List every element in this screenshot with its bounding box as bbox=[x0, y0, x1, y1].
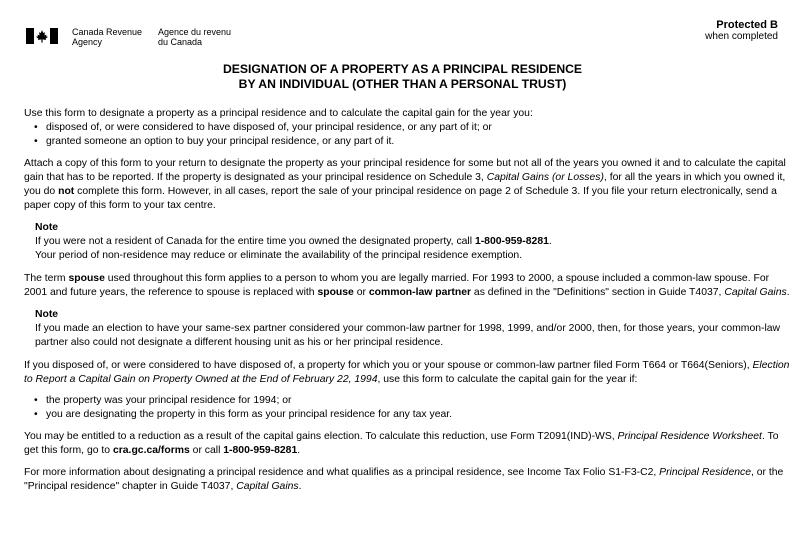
agency-fr-line1: Agence du revenu bbox=[158, 27, 232, 37]
t664-paragraph bbox=[24, 359, 790, 387]
guide-title: Capital Gains bbox=[236, 481, 299, 492]
agency-en-line1: Canada Revenue bbox=[72, 27, 143, 37]
attach-text: Attach a copy of this form to your return to designate the property as your principal residence for some but not all of the years you owned it and to calculate the capital gain that has to be reported. If the property is designated as your principal residence on Schedule 3, bbox=[24, 158, 786, 183]
attach-text: , for all the years in which you owned it, you do bbox=[24, 172, 786, 197]
schedule3-title: Capital Gains (or Losses) bbox=[486, 172, 604, 183]
protected-title: Protected B bbox=[716, 19, 778, 31]
folio-title: Principal Residence bbox=[659, 467, 751, 478]
emphasis-not: not bbox=[58, 186, 75, 197]
reduction-text: You may be entitled to a reduction as a result of the capital gains election. To calculate this reduction, use Form T2091(IND)-WS, bbox=[24, 431, 618, 442]
note-text: . bbox=[548, 236, 552, 247]
agency-name-english bbox=[72, 27, 162, 47]
more-info-text: . bbox=[298, 481, 302, 492]
intro-bullet: • disposed of, or were considered to have disposed of, your principal residence, or any part of it; or bbox=[24, 121, 790, 135]
note-line bbox=[35, 235, 790, 249]
forms-link[interactable]: cra.gc.ca/forms bbox=[112, 445, 190, 456]
term-spouse: spouse bbox=[317, 287, 354, 298]
spouse-paragraph bbox=[24, 272, 790, 300]
form-instructions bbox=[24, 107, 790, 494]
intro-paragraph bbox=[24, 107, 790, 121]
reduction-paragraph bbox=[24, 430, 790, 458]
more-info-text: For more information about designating a principal residence and what qualifies as a principal residence, see Income Tax Folio S1-F3-C2, bbox=[24, 467, 660, 478]
canada-flag-icon bbox=[26, 28, 58, 44]
election-form-title: Election to Report a Capital Gain on Property Owned at the End of February 22, 1994 bbox=[24, 360, 790, 385]
form-header bbox=[26, 20, 782, 60]
spouse-text: or bbox=[353, 287, 369, 298]
spouse-text: as defined in the "Definitions" section in Guide T4037, bbox=[471, 287, 725, 298]
spouse-text: . bbox=[786, 287, 790, 298]
intro-text: Use this form to designate a property as a principal residence and to calculate the capital gain for the year you: bbox=[24, 108, 533, 119]
term-spouse: spouse bbox=[68, 273, 105, 284]
protected-subtitle: when completed bbox=[705, 31, 778, 42]
intro-bullet: • granted someone an option to buy your principal residence, or any part of it. bbox=[24, 135, 790, 149]
protected-status bbox=[705, 19, 778, 42]
t664-text: If you disposed of, or were considered to have disposed of, a property for which you or your spouse or common-law partner filed Form T664 or T664(Seniors), bbox=[24, 360, 753, 371]
t664-bullet: • you are designating the property in this form as your principal residence for any tax year. bbox=[24, 408, 790, 422]
reduction-text: or call bbox=[189, 445, 224, 456]
note-text: If you made an election to have your same-sex partner considered your common-law partner for 1998, 1999, and/or 2000, then, for those years, your common-law partner also could not designate a different housing unit as his or her principal residence. bbox=[35, 323, 781, 348]
note-title: Note bbox=[35, 222, 59, 233]
t664-bullet: • the property was your principal residence for 1994; or bbox=[24, 394, 790, 408]
note-non-resident bbox=[24, 221, 790, 263]
form-title-line1: DESIGNATION OF A PROPERTY AS A PRINCIPAL RESIDENCE bbox=[222, 62, 583, 76]
attach-text: complete this form. However, in all cases, report the sale of your principal residence on page 2 of Schedule 3. If you file your return electronically, send a paper copy of this form to your tax centre. bbox=[24, 186, 777, 211]
agency-name-french bbox=[158, 27, 258, 47]
more-info-paragraph bbox=[24, 466, 790, 494]
worksheet-title: Principal Residence Worksheet bbox=[617, 431, 762, 442]
guide-title: Capital Gains bbox=[724, 287, 787, 298]
form-title-line2: BY AN INDIVIDUAL (OTHER THAN A PERSONAL TRUST) bbox=[238, 77, 567, 91]
t664-text: , use this form to calculate the capital gain for the year if: bbox=[377, 374, 638, 385]
term-common-law-partner: common-law partner bbox=[368, 287, 472, 298]
agency-en-line2: Agency bbox=[72, 37, 103, 47]
more-info-text: , or the "Principal residence" chapter in Guide T4037, bbox=[24, 467, 784, 492]
spouse-text: The term bbox=[24, 273, 69, 284]
phone-number: 1-800-959-8281 bbox=[223, 445, 298, 456]
note-title: Note bbox=[35, 309, 59, 320]
t664-bullet-list bbox=[24, 394, 790, 422]
form-title bbox=[0, 62, 805, 92]
attach-paragraph bbox=[24, 157, 790, 213]
spouse-text: used throughout this form applies to a person to whom you are legally married. For 1993 to 2000, a spouse included a common-law spouse. For 2001 and future years, the reference to spouse is replaced with bbox=[24, 273, 770, 298]
reduction-text: . bbox=[297, 445, 301, 456]
note-text: If you were not a resident of Canada for the entire time you owned the designated property, call bbox=[35, 236, 475, 247]
intro-bullet-list bbox=[24, 121, 790, 149]
agency-fr-line2: du Canada bbox=[158, 37, 203, 47]
note-same-sex-partner bbox=[24, 308, 790, 350]
phone-number: 1-800-959-8281 bbox=[474, 236, 549, 247]
reduction-text: . To get this form, go to bbox=[24, 431, 779, 456]
note-line: Your period of non-residence may reduce or eliminate the availability of the principal residence exemption. bbox=[35, 250, 523, 261]
